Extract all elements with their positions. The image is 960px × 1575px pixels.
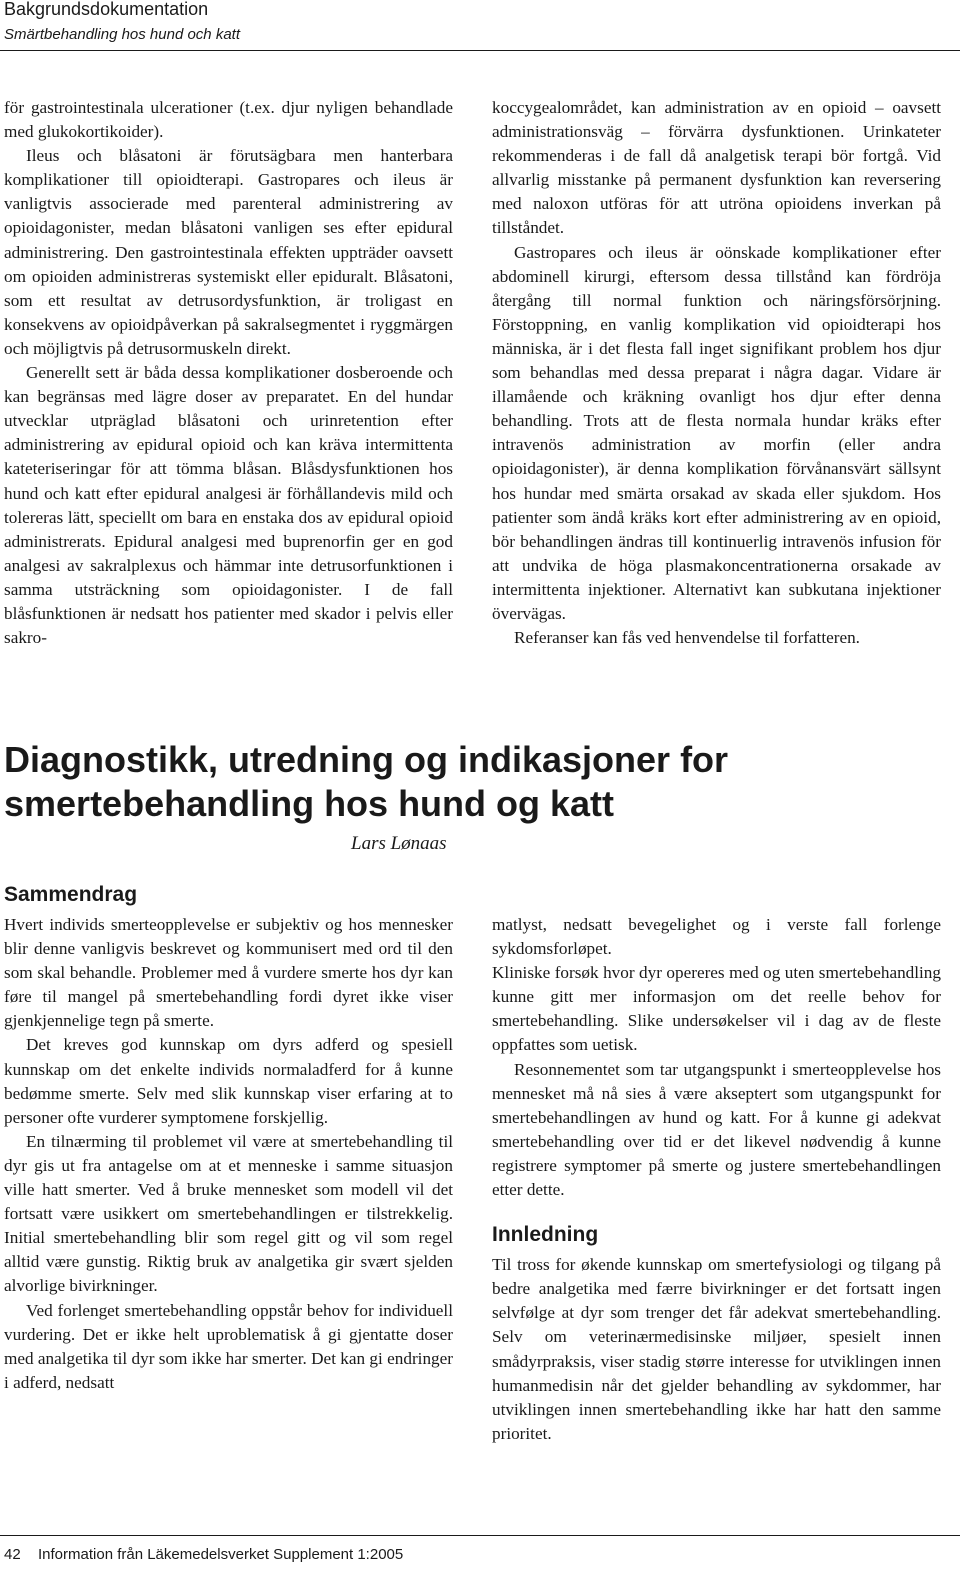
paragraph: Kliniske forsøk hvor dyr opereres med og uten smertebehandling kunne gitt mer informasjon om det reelle behov for smertebehandling. Slike undersøkelser vil i dag av de fleste oppfattes som uetisk. — [492, 963, 941, 1055]
running-header-title: Bakgrundsdokumentation — [4, 0, 209, 19]
paragraph: Det kreves god kunnskap om dyrs adferd og spesiell kunnskap om det enkelte individs normaladferd for å kunne bedømme smerte. Selv med slik kunnskap viser erfaring at to personer ofte vurderer symptomene forskjellig. — [4, 1035, 453, 1127]
page-number: 42 — [4, 1546, 21, 1563]
section-heading-innledning: Innledning — [492, 1223, 599, 1247]
bottom-right-column — [492, 913, 941, 1446]
section-heading-sammendrag: Sammendrag — [4, 883, 138, 906]
footer-rule — [0, 1535, 960, 1536]
paragraph: Generellt sett är båda dessa komplikationer dosberoende och kan begränsas med lägre doser av preparatet. En del hundar utvecklar utpräglad blåsatoni och urinretention efter administrering av epidural opioid och kan kräva intermittenta kateteriseringar för att tömma blåsan. Blåsdysfunktionen hos hund och katt efter epidural analgesi är förhållandevis mild och tolereras lätt, speciellt om bara en enstaka dos av epidural opioid administrerats. Epidural analgesi med buprenorfin ger en god analgesi av sakralplexus och hämmar inte detrusorfunktionen i samma utsträckning som opioidagonister. I de fall blåsfunktionen är nedsatt hos patienter med skador i pelvis eller sakro- — [4, 363, 453, 648]
article-author: Lars Lønaas — [351, 833, 447, 854]
top-right-column — [492, 96, 941, 650]
paragraph: Resonnementet som tar utgangspunkt i smerteopplevelse hos mennesket må nå sies å være akseptert som utgangspunkt for smertebehandlingen av hund og katt. For å kunne gi adekvat smertebehandling over tid er det likevel nødvendig å kunne registrere symptomer på smerte og justere smertebehandlingen etter dette. — [492, 1059, 941, 1200]
paragraph: Hvert individs smerteopplevelse er subjektiv og hos mennesker blir denne vanligvis beskrevet og kommunisert med ord til den som skal behandle. Problemer med å vurdere smerte hos dyr kan føre til mangel på smertebehandling fordi dyret ikke viser gjenkjennelige tegn på smerte. — [4, 915, 453, 1031]
paragraph: Ved forlenget smertebehandling oppstår behov for individuell vurdering. Det er ikke helt uproblematisk å gi gjentatte doser med analgetika til dyr som ikke har smerter. Det kan gi endringer i adferd, nedsatt — [4, 1300, 453, 1392]
paragraph: matlyst, nedsatt bevegelighet og i verste fall forlenge sykdomsforløpet. — [492, 915, 941, 959]
paragraph: Referanser kan fås ved henvendelse til forfatteren. — [514, 628, 860, 648]
paragraph: Til tross for økende kunnskap om smertefysiologi og tilgang på bedre analgetika med færre bivirkninger er det fortsatt ingen selvfølge at dyr som trenger det får adekvat smertebehandling. Selv om veterinærmedisinske miljøer, spesielt innen smådyrpraksis, viser stadig større interesse for utviklingen innen humanmedisin når det gjelder behandling av sykdommer, har utviklingen innen smertebehandling ikke har hatt den samme prioritet. — [492, 1255, 941, 1443]
header-rule — [0, 50, 960, 51]
paragraph: Ileus och blåsatoni är förutsägbara men hanterbara komplikationer till opioidterapi. Gastropares och ileus är vanligtvis associerade med parenteral administrering av opioidagonister, medan blåsatoni vanligen ses efter epidural administrering. Den gastrointestinala effekten uppträder oavsett om opioiden administreras systemiskt eller epiduralt. Blåsatoni, som ett resultat av detrusordysfunktion, är troligast en konsekvens av opioidpåverkan på sakralsegmentet i ryggmärgen och möjligtvis på detrusormuskeln direkt. — [4, 146, 453, 358]
top-left-column — [4, 96, 453, 650]
paragraph: för gastrointestinala ulcerationer (t.ex. djur nyligen behandlade med glukokortikoider). — [4, 98, 453, 142]
page-footer — [4, 1545, 403, 1565]
bottom-left-column — [4, 913, 453, 1395]
publication-name: Information från Läkemedelsverket Supplement 1:2005 — [38, 1546, 404, 1563]
paragraph: koccygealområdet, kan administration av en opioid – oavsett administrationsväg – förvärra dysfunktionen. Urinkateter rekommenderas i de fall då analgetisk terapi bör fortgå. Vid allvarlig misstanke på permanent dysfunktion kan reversering med naloxon utföras för att utröna opioidens inverkan på tillståndet. — [492, 98, 941, 238]
paragraph: En tilnærming til problemet vil være at smertebehandling til dyr gis ut fra antagelse om at et menneske i samme situasjon ville hatt smerter. Ved å bruke mennesket som modell vil det fortsatt være usikkert om smertebehandlingen er tilstrekkelig. Initial smertebehandling blir som regel gitt og vil som regel alltid være gunstig. Riktig bruk av analgetika gir svært sjelden alvorlige bivirkninger. — [4, 1131, 453, 1296]
paragraph: Gastropares och ileus är oönskade komplikationer efter abdominell kirurgi, eftersom dessa tillstånd kan fördröja återgång till normal funktion och näringsförsörjning. Förstoppning, en vanlig komplikation vid opioidterapi hos människa, är i det flesta fall inget signifikant problem hos djur som behandlas med dessa preparat i några dagar. Vidare är illamående och kräkning ovanligt hos djur efter denna behandling. Trots att de flesta normala hundar kräks efter intravenös administration av morfin (eller andra opioidagonister), är denna komplikation förvånansvärt sällsynt hos hundar med smärta orsakad av skada eller sjukdom. Hos patienter som ändå kräks kort efter administrering av en opioid, bör behandlingen ändras till kontinuerlig intravenös infusion för att undvika de höga plasmakoncentrationerna orsakade av intermittenta injektioner. Alternativt kan subkutana injektioner övervägas. — [492, 242, 941, 623]
article-title: Diagnostikk, utredning og indikasjoner for smertebehandling hos hund og katt — [4, 739, 729, 824]
running-header-subtitle: Smärtbehandling hos hund och katt — [4, 26, 240, 43]
